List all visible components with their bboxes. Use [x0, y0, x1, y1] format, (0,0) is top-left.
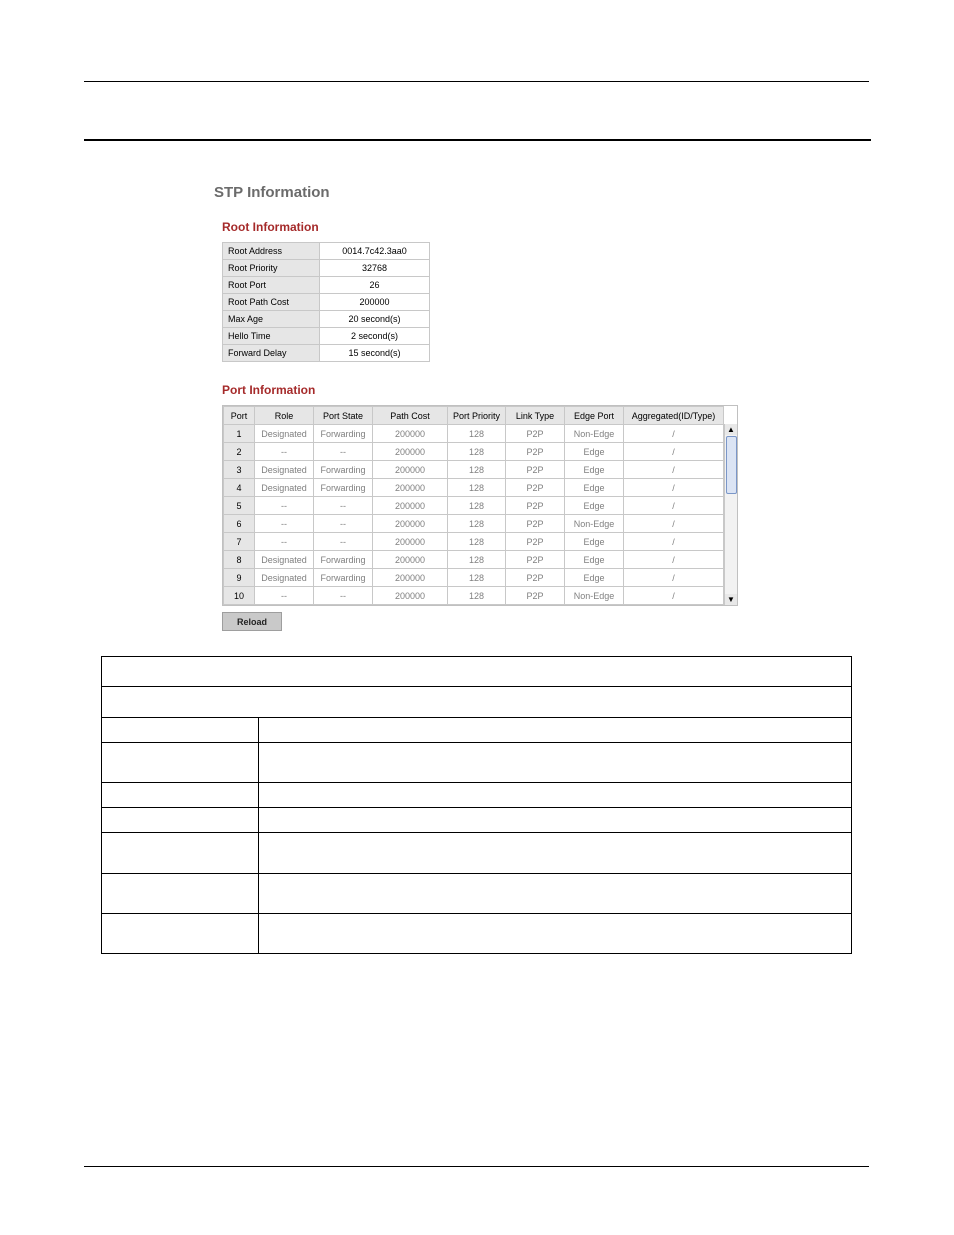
table-cell: / [624, 515, 724, 533]
scroll-up-icon[interactable]: ▲ [725, 424, 737, 435]
root-info-value: 200000 [320, 294, 430, 311]
table-cell: P2P [506, 515, 565, 533]
table-cell: P2P [506, 443, 565, 461]
table-cell: / [624, 443, 724, 461]
table-cell: Forwarding [314, 461, 373, 479]
table-cell: Edge [565, 569, 624, 587]
table-cell: 200000 [373, 479, 448, 497]
table-cell: Forwarding [314, 569, 373, 587]
table-cell: 128 [448, 497, 506, 515]
table-cell: -- [314, 497, 373, 515]
table-row [224, 533, 724, 551]
table-cell: / [624, 497, 724, 515]
table-cell: -- [255, 587, 314, 605]
port-table-scrollbar[interactable] [724, 424, 737, 605]
footer-rule [84, 1166, 869, 1167]
table-cell: Edge [565, 497, 624, 515]
table-cell: 200000 [373, 551, 448, 569]
table-cell: Designated [255, 479, 314, 497]
column-header: Role [255, 407, 314, 425]
root-info-row [223, 345, 430, 362]
table-row [224, 587, 724, 605]
table-cell: -- [255, 533, 314, 551]
table-cell: -- [314, 515, 373, 533]
desc-row [102, 808, 851, 833]
table-cell: Forwarding [314, 479, 373, 497]
header-rule [84, 81, 869, 82]
port-number-cell: 5 [224, 497, 255, 515]
root-info-label: Root Port [223, 277, 320, 294]
table-cell: -- [314, 533, 373, 551]
table-cell: / [624, 425, 724, 443]
port-table-header-row [224, 407, 724, 425]
table-cell: Edge [565, 551, 624, 569]
table-cell: 128 [448, 425, 506, 443]
table-cell: 200000 [373, 425, 448, 443]
column-header: Port Priority [448, 407, 506, 425]
table-cell: P2P [506, 551, 565, 569]
root-information-table [222, 242, 430, 362]
table-cell: 128 [448, 443, 506, 461]
column-header: Link Type [506, 407, 565, 425]
table-cell: Designated [255, 551, 314, 569]
table-cell: 200000 [373, 533, 448, 551]
root-info-value: 32768 [320, 260, 430, 277]
desc-row [102, 783, 851, 808]
root-info-row [223, 311, 430, 328]
root-info-row [223, 243, 430, 260]
root-info-value: 2 second(s) [320, 328, 430, 345]
table-cell: P2P [506, 425, 565, 443]
table-cell: P2P [506, 533, 565, 551]
table-cell: P2P [506, 497, 565, 515]
section-rule [84, 139, 871, 141]
table-cell: Designated [255, 569, 314, 587]
port-information-table [223, 406, 724, 605]
table-cell: 200000 [373, 497, 448, 515]
table-cell: -- [314, 587, 373, 605]
table-cell: Designated [255, 425, 314, 443]
desc-row [102, 718, 851, 743]
table-cell: 200000 [373, 587, 448, 605]
root-information-heading: Root Information [222, 220, 319, 234]
scroll-thumb[interactable] [726, 436, 737, 494]
column-header: Edge Port [565, 407, 624, 425]
table-row [224, 497, 724, 515]
table-cell: Edge [565, 461, 624, 479]
table-row [224, 479, 724, 497]
table-cell: 200000 [373, 443, 448, 461]
reload-button[interactable]: Reload [222, 612, 282, 631]
table-cell: Edge [565, 533, 624, 551]
table-cell: 128 [448, 461, 506, 479]
desc-row [102, 914, 851, 953]
root-info-label: Root Priority [223, 260, 320, 277]
desc-title-row [102, 657, 851, 687]
table-cell: -- [255, 443, 314, 461]
port-number-cell: 4 [224, 479, 255, 497]
table-cell: 128 [448, 551, 506, 569]
table-cell: Designated [255, 461, 314, 479]
root-info-row [223, 277, 430, 294]
root-info-value: 20 second(s) [320, 311, 430, 328]
desc-row [102, 874, 851, 914]
column-header: Path Cost [373, 407, 448, 425]
table-cell: 200000 [373, 569, 448, 587]
root-info-label: Max Age [223, 311, 320, 328]
table-cell: Forwarding [314, 551, 373, 569]
table-cell: Non-Edge [565, 587, 624, 605]
table-cell: / [624, 479, 724, 497]
root-info-value: 0014.7c42.3aa0 [320, 243, 430, 260]
description-table [101, 656, 852, 954]
table-cell: P2P [506, 569, 565, 587]
table-cell: 200000 [373, 515, 448, 533]
port-information-panel [222, 405, 738, 606]
port-number-cell: 9 [224, 569, 255, 587]
port-number-cell: 1 [224, 425, 255, 443]
table-cell: / [624, 533, 724, 551]
table-cell: P2P [506, 587, 565, 605]
table-cell: / [624, 461, 724, 479]
table-row [224, 443, 724, 461]
port-number-cell: 6 [224, 515, 255, 533]
table-cell: -- [255, 515, 314, 533]
table-cell: -- [314, 443, 373, 461]
root-info-value: 15 second(s) [320, 345, 430, 362]
root-info-label: Root Path Cost [223, 294, 320, 311]
desc-subtitle-row [102, 687, 851, 718]
table-cell: Forwarding [314, 425, 373, 443]
table-cell: 128 [448, 479, 506, 497]
port-information-heading: Port Information [222, 383, 316, 397]
table-row [224, 425, 724, 443]
root-info-row [223, 260, 430, 277]
table-cell: / [624, 569, 724, 587]
table-cell: P2P [506, 461, 565, 479]
table-cell: 200000 [373, 461, 448, 479]
table-cell: P2P [506, 479, 565, 497]
port-number-cell: 3 [224, 461, 255, 479]
table-cell: 128 [448, 569, 506, 587]
root-info-label: Root Address [223, 243, 320, 260]
root-info-label: Forward Delay [223, 345, 320, 362]
port-number-cell: 10 [224, 587, 255, 605]
table-row [224, 515, 724, 533]
table-cell: Non-Edge [565, 425, 624, 443]
desc-row [102, 833, 851, 874]
desc-row [102, 743, 851, 783]
table-row [224, 461, 724, 479]
root-info-row [223, 328, 430, 345]
column-header: Port State [314, 407, 373, 425]
root-info-label: Hello Time [223, 328, 320, 345]
table-cell: Non-Edge [565, 515, 624, 533]
table-row [224, 551, 724, 569]
port-number-cell: 8 [224, 551, 255, 569]
table-cell: -- [255, 497, 314, 515]
table-cell: / [624, 587, 724, 605]
root-info-row [223, 294, 430, 311]
table-cell: Edge [565, 443, 624, 461]
page-title: STP Information [214, 184, 330, 201]
table-cell: 128 [448, 587, 506, 605]
table-cell: 128 [448, 533, 506, 551]
column-header: Port [224, 407, 255, 425]
root-info-value: 26 [320, 277, 430, 294]
table-cell: / [624, 551, 724, 569]
port-number-cell: 7 [224, 533, 255, 551]
column-header: Aggregated(ID/Type) [624, 407, 724, 425]
table-cell: Edge [565, 479, 624, 497]
scroll-down-icon[interactable]: ▼ [725, 594, 737, 605]
table-cell: 128 [448, 515, 506, 533]
table-row [224, 569, 724, 587]
port-number-cell: 2 [224, 443, 255, 461]
